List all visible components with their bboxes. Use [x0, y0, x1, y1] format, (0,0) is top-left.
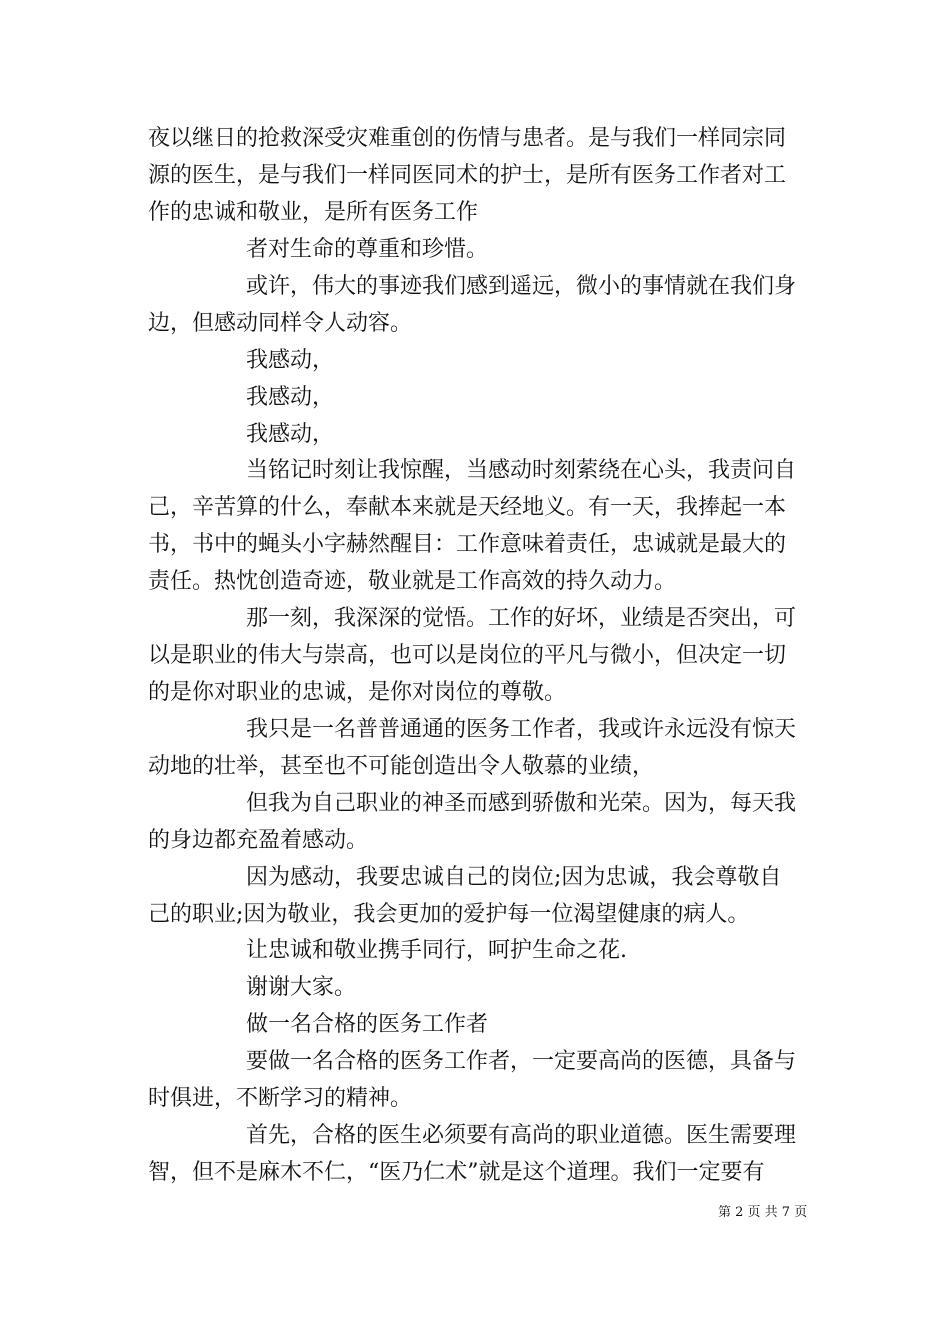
text-line: 作的忠诚和敬业，是所有医务工作 — [148, 200, 479, 225]
text-line: 我感动， — [246, 348, 335, 373]
text-line: 要做一名合格的医务工作者，一定要高尚的医德，具备与 — [246, 1049, 797, 1074]
section-heading: 做一名合格的医务工作者 — [246, 1012, 489, 1037]
text-line: 那一刻，我深深的觉悟。工作的好坏，业绩是否突出，可 — [246, 606, 797, 631]
text-line: 动地的壮举，甚至也不可能创造出令人敬慕的业绩， — [148, 754, 655, 779]
text-line: 的是你对职业的忠诚，是你对岗位的尊敬。 — [148, 680, 567, 705]
text-line: 时俱进，不断学习的精神。 — [148, 1086, 413, 1111]
text-line: 的身边都充盈着感动。 — [148, 828, 369, 853]
text-line: 我感动， — [246, 385, 335, 410]
text-line: 书，书中的蝇头小字赫然醒目：工作意味着责任，忠诚就是最大的 — [148, 532, 787, 557]
text-line: 以是职业的伟大与崇高，也可以是岗位的平凡与微小，但决定一切 — [148, 643, 787, 668]
text-line: 己的职业;因为敬业，我会更加的爱护每一位渴望健康的病人。 — [148, 902, 750, 927]
page-number: 第 2 页 共 7 页 — [718, 1205, 808, 1220]
text-line: 谢谢大家。 — [246, 975, 357, 1000]
text-line: 责任。热忱创造奇迹，敬业就是工作高效的持久动力。 — [148, 569, 677, 594]
text-line: 让忠诚和敬业携手同行，呵护生命之花. — [246, 938, 627, 963]
text-line: 我只是一名普普通通的医务工作者，我或许永远没有惊天 — [246, 717, 797, 742]
text-line: 当铭记时刻让我惊醒，当感动时刻萦绕在心头，我责问自 — [246, 458, 797, 483]
text-line: 源的医生，是与我们一样同医同术的护士，是所有医务工作者对工 — [148, 163, 787, 188]
text-line: 己，辛苦算的什么，奉献本来就是天经地义。有一天，我捧起一本 — [148, 495, 787, 520]
text-line: 夜以继日的抢救深受灾难重创的伤情与患者。是与我们一样同宗同 — [148, 126, 787, 151]
text-line: 我感动， — [246, 422, 335, 447]
text-line: 边，但感动同样令人动容。 — [148, 311, 413, 336]
text-line: 首先，合格的医生必须要有高尚的职业道德。医生需要理 — [246, 1123, 797, 1148]
text-line: 但我为自己职业的神圣而感到骄傲和光荣。因为，每天我 — [246, 791, 797, 816]
text-line: 者对生命的尊重和珍惜。 — [246, 237, 489, 262]
text-line: 智，但不是麻木不仁，“医乃仁术”就是这个道理。我们一定要有 — [148, 1160, 765, 1185]
text-line: 或许，伟大的事迹我们感到遥远，微小的事情就在我们身 — [246, 274, 797, 299]
text-line: 因为感动，我要忠诚自己的岗位;因为忠诚，我会尊敬自 — [246, 865, 782, 890]
